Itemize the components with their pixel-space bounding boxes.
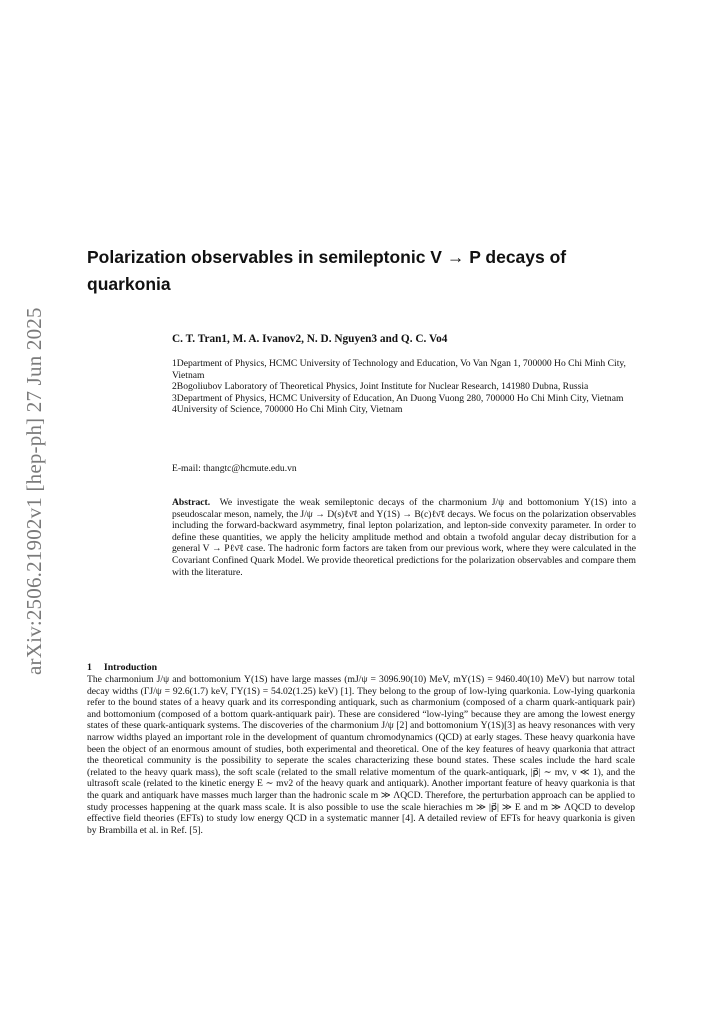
arxiv-identifier: arXiv:2506.21902v1 [hep-ph] 27 Jun 2025 [22, 307, 46, 675]
affiliation-1: 1Department of Physics, HCMC University of Technology and Education, Vo Van Ngan 1, 700000 Ho Chi Minh City, Vietnam [172, 358, 626, 381]
contact-email: E-mail: thangtc@hcmute.edu.vn [172, 463, 297, 474]
abstract [172, 497, 636, 578]
section-heading-introduction [87, 662, 157, 673]
affiliation-4: 4University of Science, 700000 Ho Chi Minh City, Vietnam [172, 404, 403, 416]
affiliation-2: 2Bogoliubov Laboratory of Theoretical Physics, Joint Institute for Nuclear Research, 141980 Dubna, Russia [172, 381, 589, 393]
affiliation-list [172, 358, 637, 416]
paper-title: Polarization observables in semileptonic V → P decays of quarkonia [87, 247, 567, 294]
affiliation-3: 3Department of Physics, HCMC University of Education, An Duong Vuong 280, 700000 Ho Chi Minh City, Vietnam [172, 392, 624, 404]
introduction-paragraph: The charmonium J/ψ and bottomonium Υ(1S) have large masses (mJ/ψ = 3096.90(10) MeV, mΥ(1S) = 9460.40(10) MeV) but narrow total decay widths (ΓJ/ψ = 92.6(1.7) keV, ΓΥ(1S) = 54.02(1.25) keV) [1]. They belong to the group of low-lying quarkonia. Low-lying quarkonia refer to the bound states of a heavy quark and its corresponding antiquark, such as charmonium (composed of a charm quark-antiquark pair) and bottomonium (composed of a bottom quark-antiquark pair). These are considered “low-lying” because they are among the lowest energy states of these quark-antiquark systems. The discoveries of the charmonium J/ψ [2] and bottomonium Υ(1S)[3] as heavy resonances with very narrow widths played an important role in the development of quantum chromodynamics (QCD) at early stages. These heavy quarkonia have been the object of an enormous amount of studies, both experimental and theoretical. One of the key features of heavy quarkonia that attract the theoretical community is the possibility to seperate the scales characterizing these bound states. These scales include the hard scale (related to the heavy quark mass), the soft scale (related to the small relative momentum of the quark-antiquark, |p⃗| ∼ mv, v ≪ 1), and the ultrasoft scale (related to the kinetic energy E ∼ mv2 of the heavy quark and antiquark). Another important feature of heavy quarkonia is that the quark and antiquark have masses much larger than the hadronic scale m ≫ ΛQCD. Therefore, the perturbation approach can be applied to study processes happening at the quark mass scale. It is also possible to use the scale hierachies m ≫ |p⃗| ≫ E and m ≫ ΛQCD to develop effective field theories (EFTs) to study low energy QCD in a systematic manner [4]. A detailed review of EFTs for heavy quarkonia is given by Brambilla et al. in Ref. [5]. [87, 674, 635, 836]
author-list: C. T. Tran1, M. A. Ivanov2, N. D. Nguyen3 and Q. C. Vo4 [172, 333, 448, 345]
section-title: Introduction [103, 662, 158, 673]
abstract-label: Abstract. [172, 497, 211, 508]
section-number: 1 [87, 662, 92, 673]
abstract-text: We investigate the weak semileptonic decays of the charmonium J/ψ and bottomonium Υ(1S) into a pseudoscalar meson, namely, the J/ψ → D(s)ℓν̄ℓ and Υ(1S) → B(c)ℓν̄ℓ decays. We focus on the polarization observables including the forward-backward asymmetry, final lepton polarization, and lepton-side convexity parameter. In order to define these quantities, we apply the helicity amplitude method and obtain a twofold angular decay distribution for a general V → Pℓν̄ℓ case. The hadronic form factors are taken from our previous work, where they were calculated in the Covariant Confined Quark Model. We provide theoretical predictions for the polarization observables and compare them with the literature. [172, 497, 637, 578]
arxiv-sidebar [22, 295, 52, 675]
